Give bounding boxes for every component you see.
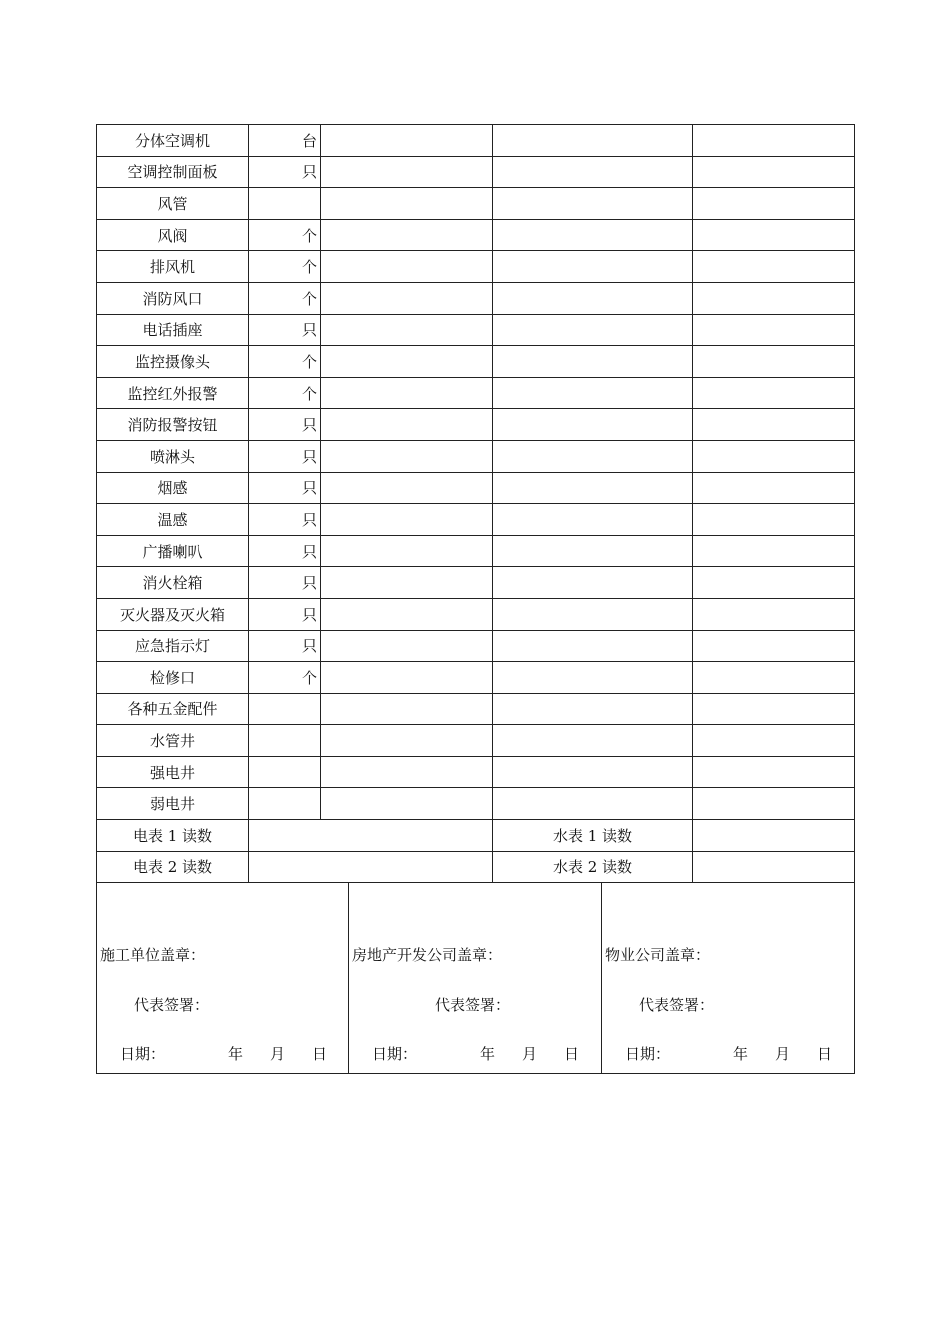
item-remark-cell[interactable] <box>693 156 855 188</box>
item-quantity-cell[interactable] <box>321 504 493 536</box>
item-quantity-cell[interactable] <box>321 346 493 378</box>
item-remark-cell[interactable] <box>693 346 855 378</box>
item-remark-cell[interactable] <box>693 662 855 694</box>
item-condition-cell[interactable] <box>493 377 693 409</box>
item-remark-cell[interactable] <box>693 630 855 662</box>
item-unit <box>249 725 321 757</box>
water-meter-2-label: 水表 2 读数 <box>493 851 693 883</box>
item-unit: 只 <box>249 630 321 662</box>
item-unit <box>249 756 321 788</box>
item-unit: 个 <box>249 377 321 409</box>
item-quantity-cell[interactable] <box>321 725 493 757</box>
table-row <box>97 535 855 567</box>
table-row <box>97 156 855 188</box>
item-name: 消火栓箱 <box>97 567 249 599</box>
developer-day-label: 日 <box>564 1045 580 1064</box>
water-meter-2-value[interactable] <box>693 851 855 883</box>
handover-form <box>96 124 854 1074</box>
item-remark-cell[interactable] <box>693 788 855 820</box>
item-name: 水管井 <box>97 725 249 757</box>
item-quantity-cell[interactable] <box>321 282 493 314</box>
property-rep-label: 代表签署： <box>639 996 715 1015</box>
table-row <box>97 630 855 662</box>
table-row <box>97 567 855 599</box>
property-seal-label: 物业公司盖章： <box>605 946 711 965</box>
property-month-label: 月 <box>775 1045 791 1064</box>
item-quantity-cell[interactable] <box>321 662 493 694</box>
item-name: 消防报警按钮 <box>97 409 249 441</box>
item-unit: 只 <box>249 567 321 599</box>
item-condition-cell[interactable] <box>493 472 693 504</box>
item-condition-cell[interactable] <box>493 504 693 536</box>
item-name: 空调控制面板 <box>97 156 249 188</box>
item-quantity-cell[interactable] <box>321 440 493 472</box>
table-row <box>97 314 855 346</box>
item-condition-cell[interactable] <box>493 346 693 378</box>
item-remark-cell[interactable] <box>693 598 855 630</box>
item-quantity-cell[interactable] <box>321 535 493 567</box>
construction-seal-label: 施工单位盖章： <box>100 946 206 965</box>
item-condition-cell[interactable] <box>493 788 693 820</box>
construction-month-label: 月 <box>270 1045 286 1064</box>
item-remark-cell[interactable] <box>693 377 855 409</box>
item-remark-cell[interactable] <box>693 125 855 157</box>
equipment-table <box>96 124 855 883</box>
table-row <box>97 251 855 283</box>
meter-rows <box>97 820 855 883</box>
item-unit: 个 <box>249 662 321 694</box>
table-row <box>97 440 855 472</box>
item-condition-cell[interactable] <box>493 693 693 725</box>
construction-rep-label: 代表签署： <box>134 996 210 1015</box>
item-remark-cell[interactable] <box>693 314 855 346</box>
item-name: 温感 <box>97 504 249 536</box>
meter-row-1 <box>97 820 855 852</box>
item-name: 监控摄像头 <box>97 346 249 378</box>
item-unit: 个 <box>249 346 321 378</box>
table-row <box>97 598 855 630</box>
item-unit: 只 <box>249 504 321 536</box>
developer-date-label: 日期： <box>372 1045 418 1064</box>
item-quantity-cell[interactable] <box>321 598 493 630</box>
item-remark-cell[interactable] <box>693 693 855 725</box>
item-remark-cell[interactable] <box>693 251 855 283</box>
meter-row-2 <box>97 851 855 883</box>
item-quantity-cell[interactable] <box>321 251 493 283</box>
construction-year-label: 年 <box>228 1045 244 1064</box>
item-remark-cell[interactable] <box>693 282 855 314</box>
item-condition-cell[interactable] <box>493 188 693 220</box>
item-quantity-cell[interactable] <box>321 630 493 662</box>
item-name: 强电井 <box>97 756 249 788</box>
item-quantity-cell[interactable] <box>321 125 493 157</box>
item-unit: 只 <box>249 472 321 504</box>
property-date-line <box>602 1043 854 1063</box>
item-condition-cell[interactable] <box>493 598 693 630</box>
item-unit: 台 <box>249 125 321 157</box>
item-quantity-cell[interactable] <box>321 693 493 725</box>
electric-meter-2-label: 电表 2 读数 <box>97 851 249 883</box>
item-unit <box>249 188 321 220</box>
item-quantity-cell[interactable] <box>321 788 493 820</box>
table-row <box>97 504 855 536</box>
item-unit: 只 <box>249 156 321 188</box>
table-row <box>97 346 855 378</box>
item-name: 灭火器及灭火箱 <box>97 598 249 630</box>
item-name: 应急指示灯 <box>97 630 249 662</box>
item-quantity-cell[interactable] <box>321 156 493 188</box>
developer-rep-label: 代表签署： <box>435 996 511 1015</box>
item-condition-cell[interactable] <box>493 125 693 157</box>
item-name: 检修口 <box>97 662 249 694</box>
item-condition-cell[interactable] <box>493 567 693 599</box>
property-year-label: 年 <box>733 1045 749 1064</box>
item-remark-cell[interactable] <box>693 504 855 536</box>
item-unit: 只 <box>249 409 321 441</box>
water-meter-1-value[interactable] <box>693 820 855 852</box>
item-condition-cell[interactable] <box>493 314 693 346</box>
item-quantity-cell[interactable] <box>321 756 493 788</box>
developer-signature-block[interactable] <box>349 883 602 1074</box>
item-quantity-cell[interactable] <box>321 314 493 346</box>
electric-meter-2-value[interactable] <box>249 851 493 883</box>
item-condition-cell[interactable] <box>493 156 693 188</box>
item-name: 排风机 <box>97 251 249 283</box>
table-row <box>97 725 855 757</box>
item-condition-cell[interactable] <box>493 219 693 251</box>
item-name: 烟感 <box>97 472 249 504</box>
table-row <box>97 788 855 820</box>
item-name: 消防风口 <box>97 282 249 314</box>
table-row <box>97 756 855 788</box>
item-unit: 只 <box>249 440 321 472</box>
item-name: 广播喇叭 <box>97 535 249 567</box>
item-condition-cell[interactable] <box>493 282 693 314</box>
item-quantity-cell[interactable] <box>321 377 493 409</box>
item-condition-cell[interactable] <box>493 251 693 283</box>
item-remark-cell[interactable] <box>693 725 855 757</box>
item-name: 弱电井 <box>97 788 249 820</box>
item-quantity-cell[interactable] <box>321 219 493 251</box>
item-unit: 只 <box>249 598 321 630</box>
property-signature-block[interactable] <box>602 883 855 1074</box>
electric-meter-1-label: 电表 1 读数 <box>97 820 249 852</box>
developer-date-line <box>349 1043 601 1063</box>
item-name: 各种五金配件 <box>97 693 249 725</box>
table-row <box>97 282 855 314</box>
item-unit <box>249 788 321 820</box>
item-remark-cell[interactable] <box>693 756 855 788</box>
item-unit: 个 <box>249 219 321 251</box>
item-name: 喷淋头 <box>97 440 249 472</box>
item-name: 分体空调机 <box>97 125 249 157</box>
item-condition-cell[interactable] <box>493 535 693 567</box>
item-unit: 只 <box>249 314 321 346</box>
water-meter-1-label: 水表 1 读数 <box>493 820 693 852</box>
item-condition-cell[interactable] <box>493 440 693 472</box>
signature-table <box>96 882 855 1074</box>
item-name: 风阀 <box>97 219 249 251</box>
table-row <box>97 377 855 409</box>
item-condition-cell[interactable] <box>493 630 693 662</box>
item-condition-cell[interactable] <box>493 725 693 757</box>
item-unit: 个 <box>249 282 321 314</box>
item-remark-cell[interactable] <box>693 409 855 441</box>
table-row <box>97 188 855 220</box>
item-name: 电话插座 <box>97 314 249 346</box>
property-day-label: 日 <box>817 1045 833 1064</box>
table-row <box>97 472 855 504</box>
item-condition-cell[interactable] <box>493 409 693 441</box>
developer-month-label: 月 <box>522 1045 538 1064</box>
electric-meter-1-value[interactable] <box>249 820 493 852</box>
item-quantity-cell[interactable] <box>321 472 493 504</box>
item-unit <box>249 693 321 725</box>
table-row <box>97 409 855 441</box>
property-date-label: 日期： <box>625 1045 671 1064</box>
item-condition-cell[interactable] <box>493 756 693 788</box>
item-unit: 只 <box>249 535 321 567</box>
table-row <box>97 662 855 694</box>
item-remark-cell[interactable] <box>693 567 855 599</box>
construction-day-label: 日 <box>312 1045 328 1064</box>
item-quantity-cell[interactable] <box>321 409 493 441</box>
construction-signature-block[interactable] <box>97 883 349 1074</box>
item-remark-cell[interactable] <box>693 440 855 472</box>
item-condition-cell[interactable] <box>493 662 693 694</box>
item-name: 监控红外报警 <box>97 377 249 409</box>
table-row <box>97 693 855 725</box>
item-quantity-cell[interactable] <box>321 188 493 220</box>
item-remark-cell[interactable] <box>693 472 855 504</box>
item-remark-cell[interactable] <box>693 219 855 251</box>
construction-date-label: 日期： <box>120 1045 166 1064</box>
item-name: 风管 <box>97 188 249 220</box>
item-quantity-cell[interactable] <box>321 567 493 599</box>
table-row <box>97 219 855 251</box>
item-remark-cell[interactable] <box>693 535 855 567</box>
table-row <box>97 125 855 157</box>
item-unit: 个 <box>249 251 321 283</box>
developer-year-label: 年 <box>480 1045 496 1064</box>
developer-seal-label: 房地产开发公司盖章： <box>352 946 503 965</box>
construction-date-line <box>97 1043 348 1063</box>
equipment-rows <box>97 125 855 820</box>
item-remark-cell[interactable] <box>693 188 855 220</box>
